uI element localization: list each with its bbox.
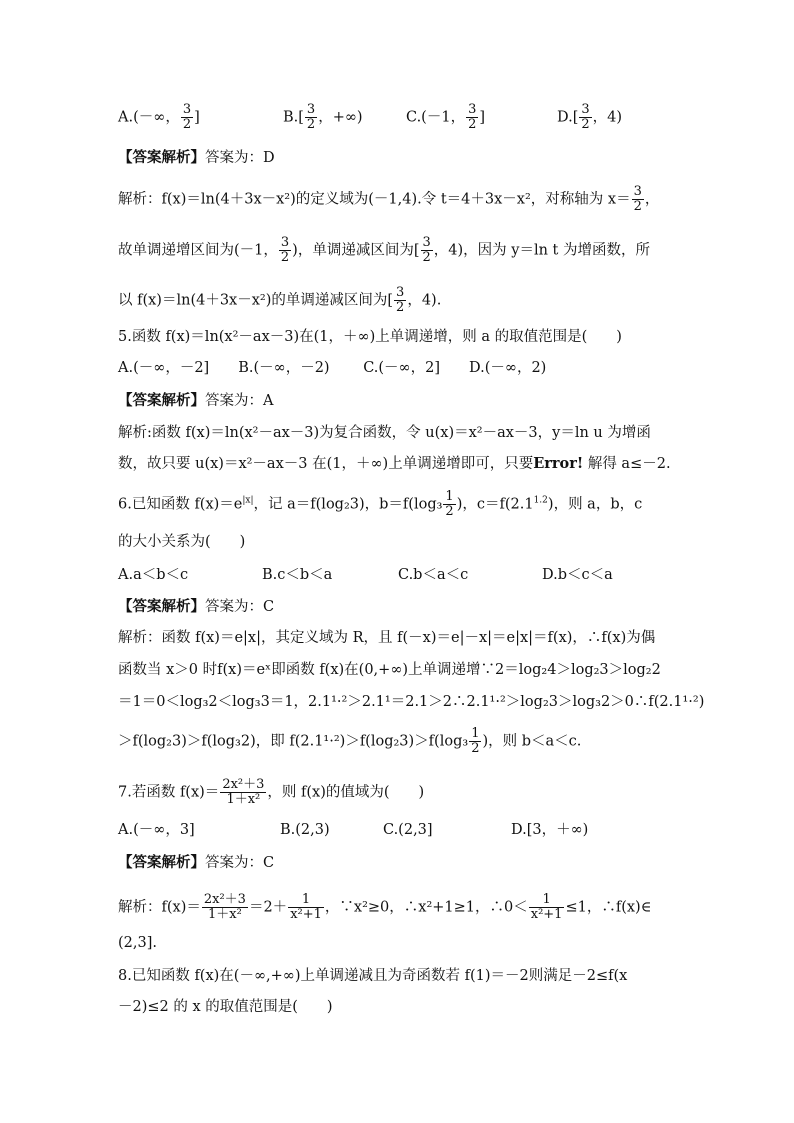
stem-text: ，则 f(x)的值域为( ) [267, 784, 425, 801]
numerator: 1 [445, 489, 454, 504]
stem-text: 7.若函数 f(x)＝ [118, 784, 220, 801]
numerator: 3 [633, 184, 642, 199]
q6-answer [118, 597, 714, 617]
option-text: B.[ [283, 109, 304, 126]
solution-text: 解得 a≤－2. [583, 456, 671, 472]
solution-text: ＝2＋ [248, 899, 288, 916]
answer-text: 答案为：C [205, 855, 275, 871]
answer-text: 答案为：C [205, 599, 275, 615]
q4-solution-line-2 [118, 236, 714, 265]
denominator: 2 [306, 117, 316, 132]
denominator: x²+1 [290, 907, 322, 922]
q6-solution-line-3: ＝1＝0＜log₃2＜log₃3＝1，2.1¹·²＞2.1¹＝2.1＞2∴2.1¹·²＞log₂3＞log₃2＞0∴f(2.1¹·²) [118, 694, 705, 710]
q7-option-c: C.(2,3] [383, 822, 433, 838]
solution-text: ＞f(log₂3)＞f(log₃2)，即 f(2.1¹·²)＞f(log₂3)＞f(log₃ [118, 733, 469, 750]
answer-tag: 【答案解析】 [118, 598, 205, 615]
answer-text: 答案为：D [205, 150, 275, 166]
q6-option-b: B.c＜b＜a [262, 567, 333, 583]
solution-text: ，4). [407, 292, 442, 309]
q5-solution-line-2 [118, 454, 714, 474]
q8-stem-line-1: 8.已知函数 f(x)在(－∞,+∞)上单调递减且为奇函数若 f(1)＝－2则满足－2≤f(x [118, 968, 628, 984]
error-text: Error! [533, 455, 584, 472]
numerator: 3 [280, 235, 290, 250]
q8-stem-line-2: －2)≤2 的 x 的取值范围是( ) [118, 999, 333, 1015]
q6-option-d: D.b＜c＜a [542, 567, 613, 583]
numerator: 3 [396, 285, 405, 300]
fraction [421, 236, 433, 265]
fraction [632, 185, 644, 214]
stem-text: 6.已知函数 f(x)＝e [118, 496, 243, 513]
solution-text: )，单调递减区间为[ [292, 242, 420, 259]
q7-option-a: A.(－∞，3] [118, 822, 195, 838]
denominator: 1＋x² [207, 907, 242, 922]
option-text: ，+∞) [318, 109, 363, 126]
q7-stem [118, 778, 714, 807]
stem-text: )，c＝f(2.1 [456, 496, 534, 513]
q7-answer [118, 853, 714, 873]
q7-option-b: B.(2,3) [280, 822, 330, 838]
numerator: 3 [306, 102, 316, 117]
option-text: ] [194, 109, 200, 126]
denominator: 2 [396, 300, 405, 315]
denominator: 2 [182, 117, 192, 132]
q6-stem-line-1 [118, 490, 714, 519]
q7-option-d: D.[3，＋∞) [511, 822, 589, 838]
q7-solution-line-2: (2,3]. [118, 935, 157, 951]
solution-text: ，∵x²≥0，∴x²+1≥1，∴0＜ [324, 899, 528, 916]
option-text: D.[ [557, 109, 579, 126]
q4-option-a [118, 103, 200, 132]
q5-options: A.(－∞，－2] B.(－∞，－2) C.(－∞，2] D.(－∞，2) [118, 360, 547, 376]
option-text: ，4) [592, 109, 623, 126]
fraction [443, 490, 455, 519]
fraction [469, 727, 481, 756]
denominator: 1＋x² [226, 792, 261, 807]
numerator: 1 [471, 726, 480, 741]
denominator: 2 [581, 117, 590, 132]
numerator: 3 [182, 102, 192, 117]
solution-text: ≤1，∴f(x)∈ [565, 899, 652, 916]
superscript: 1.2 [533, 495, 548, 506]
q4-option-b [283, 103, 363, 132]
denominator: 2 [471, 741, 480, 756]
solution-text: 解析：f(x)＝ [118, 899, 201, 916]
fraction [305, 103, 317, 132]
fraction [220, 778, 266, 807]
q4-answer [118, 148, 714, 168]
answer-tag: 【答案解析】 [118, 149, 205, 166]
q6-option-c: C.b＜a＜c [398, 567, 469, 583]
q4-solution-line-1 [118, 185, 714, 214]
solution-text: ，4)，因为 y＝ln t 为增函数，所 [433, 242, 650, 259]
fraction [181, 103, 193, 132]
numerator: 1 [529, 893, 565, 908]
q5-answer [118, 391, 714, 411]
option-text: ] [479, 109, 486, 126]
q6-solution-line-2: 函数当 x＞0 时f(x)＝eˣ即函数 f(x)在(0,+∞)上单调递增∵2＝log₂4＞log₂3＞log₂2 [118, 662, 661, 678]
fraction [288, 893, 324, 922]
q7-solution-line-1 [118, 893, 714, 922]
numerator: 3 [422, 235, 431, 250]
q6-option-a: A.a＜b＜c [118, 567, 189, 583]
answer-tag: 【答案解析】 [118, 854, 205, 871]
fraction [529, 893, 565, 922]
q6-solution-line-1: 解析：函数 f(x)＝e|x|，其定义域为 R，且 f(－x)＝e|－x|＝e|x|＝f(x)，∴f(x)为偶 [118, 630, 656, 646]
fraction [202, 893, 248, 922]
fraction [279, 236, 291, 265]
q4-option-c [406, 103, 485, 132]
fraction [466, 103, 478, 132]
answer-tag: 【答案解析】 [118, 392, 205, 409]
superscript: |x| [242, 495, 254, 506]
solution-text: 故单调递增区间为(－1， [118, 242, 278, 259]
q5-solution-line-1: 解析:函数 f(x)＝ln(x²－ax－3)为复合函数，令 u(x)＝x²－ax－3，y＝ln u 为增函 [118, 425, 651, 441]
q5-stem: 5.函数 f(x)＝ln(x²－ax－3)在(1，＋∞)上单调递增，则 a 的取值范围是( ) [118, 329, 622, 345]
solution-text: ， [644, 191, 660, 208]
numerator: 2x²＋3 [203, 892, 246, 907]
denominator: 2 [422, 250, 431, 265]
q6-solution-line-4 [118, 727, 714, 756]
numerator: 3 [581, 102, 590, 117]
denominator: 2 [445, 504, 454, 519]
denominator: 2 [280, 250, 290, 265]
stem-text: ，记 a＝f(log₂3)，b＝f(log₃ [253, 496, 443, 513]
solution-text: 数，故只要 u(x)＝x²－ax－3 在(1，＋∞)上单调递增即可，只要 [118, 456, 534, 472]
q6-stem-line-2: 的大小关系为( ) [118, 534, 246, 550]
q4-option-d [557, 103, 622, 132]
denominator: 2 [468, 117, 477, 132]
solution-text: 以 f(x)＝ln(4＋3x－x²)的单调递减区间为[ [118, 292, 394, 309]
numerator: 2x²＋3 [222, 777, 265, 792]
option-text: A.(－∞， [118, 109, 180, 126]
stem-text: )，则 a，b，c [547, 496, 643, 513]
fraction [394, 286, 406, 315]
solution-text: 解析：f(x)＝ln(4＋3x－x²)的定义域为(－1,4).令 t＝4＋3x－x²，对称轴为 x＝ [118, 191, 631, 208]
q4-solution-line-3 [118, 286, 714, 315]
denominator: x²+1 [530, 907, 563, 922]
option-text: C.(－1， [406, 109, 466, 126]
numerator: 1 [288, 893, 324, 908]
answer-text: 答案为：A [205, 393, 274, 409]
fraction [579, 103, 591, 132]
denominator: 2 [633, 199, 642, 214]
solution-text: )，则 b＜a＜c. [482, 733, 582, 750]
numerator: 3 [468, 102, 477, 117]
